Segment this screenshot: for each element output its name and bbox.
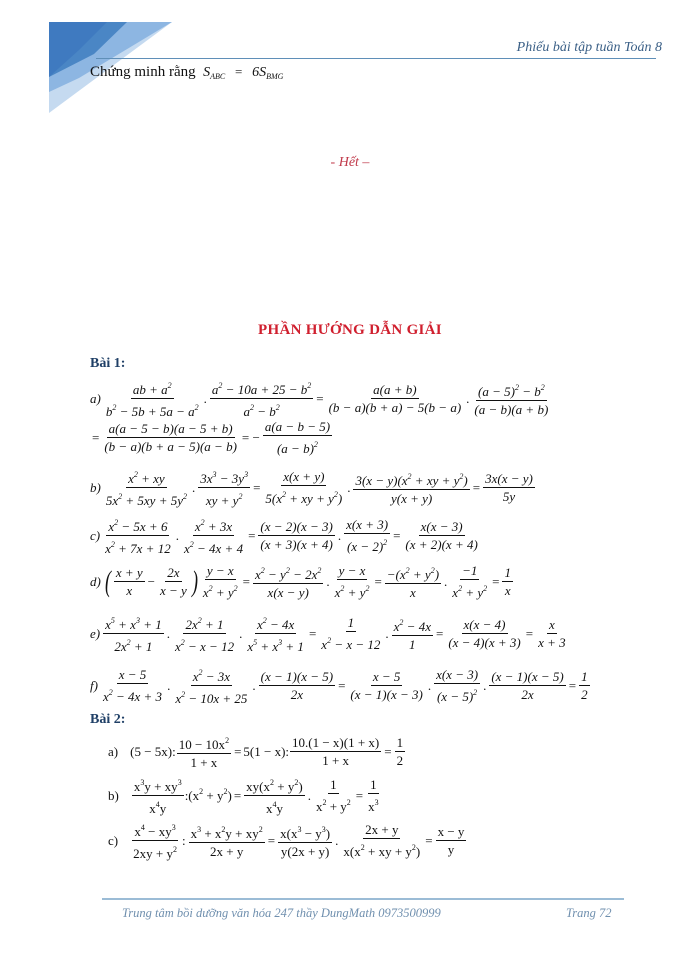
intro-text: Chứng minh rằng — [90, 64, 196, 80]
end-marker: - Hết – — [330, 155, 370, 170]
header-title: Phiếu bài tập tuần Toán 8 — [516, 40, 662, 55]
page-number: Trang 72 — [566, 906, 612, 920]
formula-right-sub: BMG — [266, 72, 284, 81]
formula-left-sub: ABC — [210, 72, 226, 81]
bai1-c: c) $\frac{x^2 - 5x + 6}{x^2 + 7x + 12}$ . $\frac{x^2 + 3x}{x^2 - 4x + 4}$ = $\frac{(x - 2)(x - 3)}{(x + 3)(x + 4)}$ . $\frac{x(x + 3)}{(x - 2)^2}$ = $\frac{x(x - 3)}{(x + 2)(x + 4)}$ — [90, 517, 478, 556]
bai1-heading: Bài 1: — [90, 356, 126, 371]
formula-left: S — [203, 65, 211, 80]
bai2-heading: Bài 2: — [90, 712, 126, 727]
bai1-b: b) $\frac{x^2 + xy}{5x^2 + 5xy + 5y^2}$ . $\frac{3x^3 - 3y^3}{xy + y^2}$ = $\frac{x(x + y)}{5(x^2 + xy + y^2)}$ . $\frac{3(x - y)(x^2 + xy + y^2)}{y(x + y)}$ = $\frac{3x(x - y)}{5y}$ — [90, 469, 533, 508]
bai2-b: b) $\frac{x^3y + xy^3}{x^4y}$ $:(x^2 + y^2)$ = $\frac{xy(x^2 + y^2)}{x^4y}$ . $\frac{1}{x^2 + y^2}$ = $\frac{1}{x^3}$ — [108, 777, 379, 816]
bai2-c: c) $\frac{x^4 - xy^3}{2xy + y^2}$ : $\frac{x^3 + x^2y + xy^2}{2x + y}$ = $\frac{x(x^3 - y^3)}{y(2x + y)}$ . $\frac{2x + y}{x(x^2 + xy + y^2)}$ = $\frac{x - y}{y}$ — [108, 822, 465, 861]
header-divider — [96, 58, 656, 59]
footer-text: Trung tâm bồi dưỡng văn hóa 247 thầy DungMath 0973500999 — [122, 906, 441, 920]
intro-statement — [90, 64, 283, 81]
bai1-a-line1: a) $\frac{ab + a^2}{b^2 - 5b + 5a - a^2}$ . $\frac{a^2 - 10a + 25 - b^2}{a^2 - b^2}$ = $\frac{a(a + b)}{(b - a)(b + a) - 5(b - a)}$ . $\frac{(a - 5)^2 - b^2}{(a - b)(a + b)}$ — [90, 378, 551, 419]
formula-right: 6S — [252, 65, 267, 80]
footer-divider — [102, 898, 624, 900]
bai1-d: d) ( $\frac{x + y}{x}$ − $\frac{2x}{x - y}$ ) $\frac{y - x}{x^2 + y^2}$ = $\frac{x^2 - y^2 - 2x^2}{x(x - y)}$ . $\frac{y - x}{x^2 + y^2}$ = $\frac{-(x^2 + y^2)}{x}$ . $\frac{-1}{x^2 + y^2}$ = $\frac{1}{x}$ — [90, 563, 511, 600]
formula-equals: = — [234, 64, 243, 79]
bai1-f: f) $\frac{x - 5}{x^2 - 4x + 3}$ . $\frac{x^2 - 3x}{x^2 - 10x + 25}$ . $\frac{(x - 1)(x - 5)}{2x}$ = $\frac{x - 5}{(x - 1)(x - 3)}$ . $\frac{x(x - 3)}{(x - 5)^2}$ . $\frac{(x - 1)(x - 5)}{2x}$ = $\frac{1}{2}$ — [90, 667, 588, 706]
bai1-a-line2: = $\frac{a(a - 5 - b)(a - 5 + b)}{(b - a)(b + a - 5)(a - b)}$ = − $\frac{a(a - b - 5)}{(a - b)^2}$ — [92, 419, 331, 456]
bai1-e: e) $\frac{x^5 + x^3 + 1}{2x^2 + 1}$ . $\frac{2x^2 + 1}{x^2 - x - 12}$ . $\frac{x^2 - 4x}{x^5 + x^3 + 1}$ = $\frac{1}{x^2 - x - 12}$ . $\frac{x^2 - 4x}{1}$ = $\frac{x(x - 4)}{(x - 4)(x + 3)}$ = $\frac{x}{x + 3}$ — [90, 615, 566, 654]
section-title: PHẦN HƯỚNG DẪN GIẢI — [258, 322, 442, 338]
bai2-a: a) (5 − 5x): $\frac{10 - 10x^2}{1 + x}$ = 5(1 − x): $\frac{10.(1 - x)(1 + x)}{1 + x}$ = $\frac{1}{2}$ — [108, 735, 404, 770]
